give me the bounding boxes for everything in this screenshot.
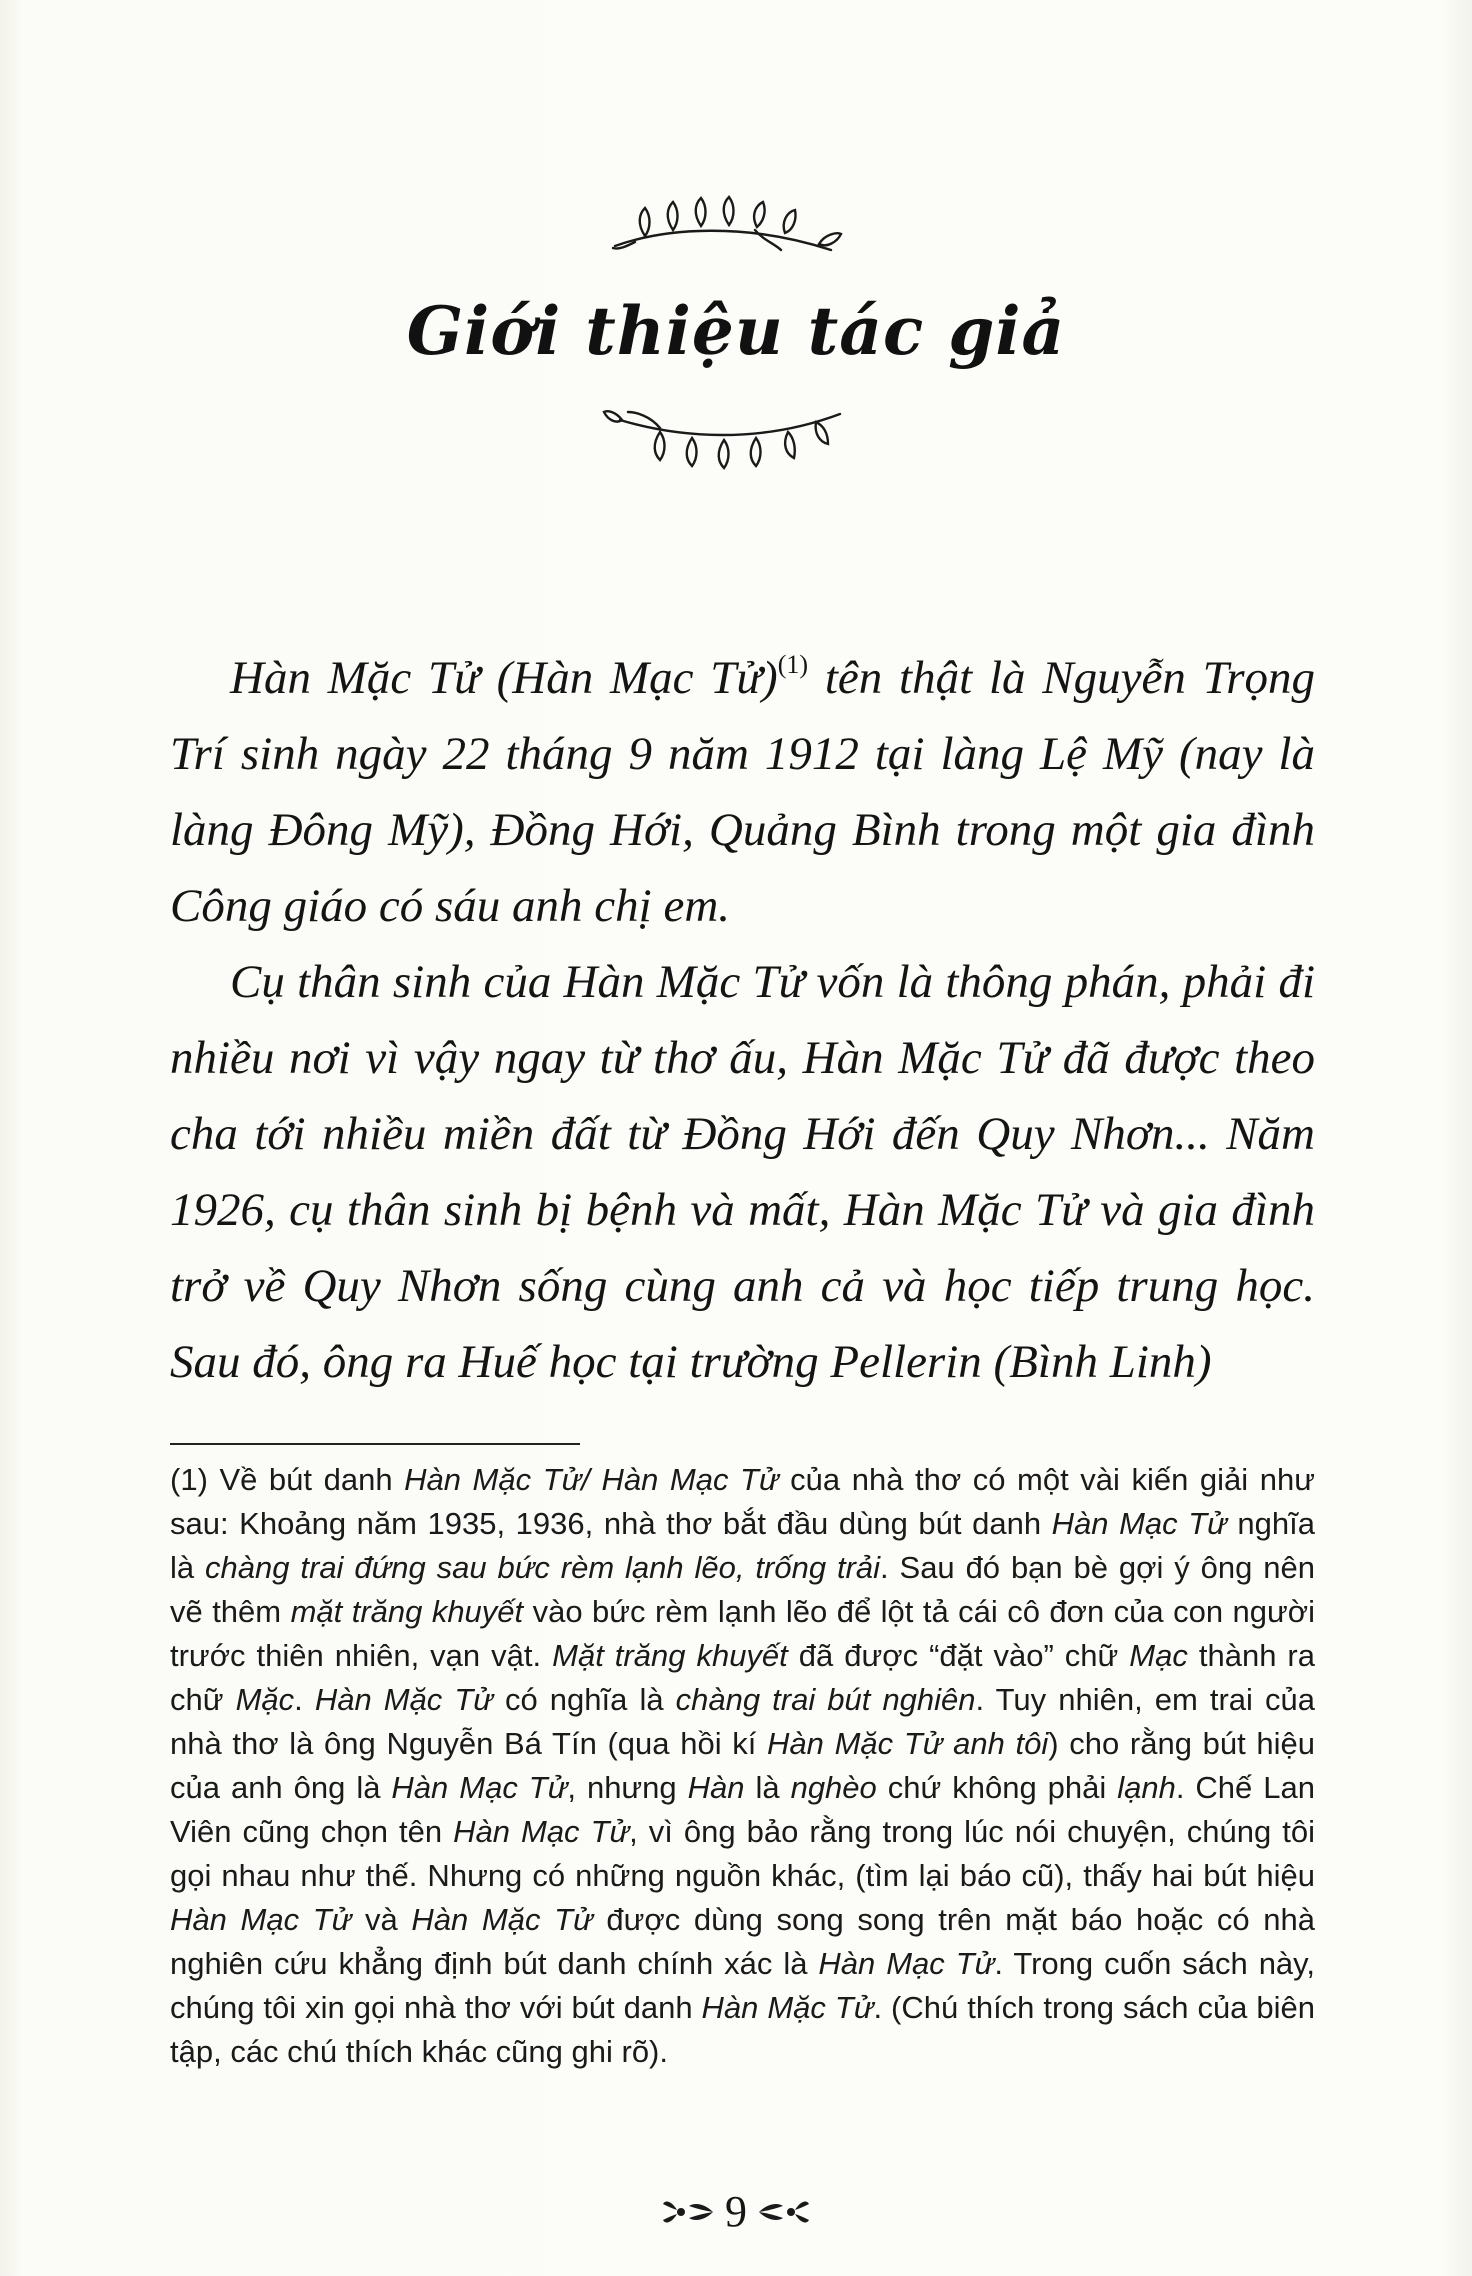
footnote-text-segment: Hàn Mạc Tử (1051, 1506, 1227, 1541)
paragraph-1-text-cont: tên thật là Nguyễn Trọng Trí sinh ngày 22 tháng 9 năm 1912 tại làng Lệ Mỹ (nay là làng Đông Mỹ), Đồng Hới, Quảng Bình trong một gia đình Công giáo có sáu anh chị em. (170, 652, 1316, 932)
footnote-text-segment: chàng trai bút nghiên (675, 1682, 976, 1717)
footnote-text-segment: và (351, 1902, 412, 1937)
paragraph-1-text: Hàn Mặc Tử (Hàn Mạc Tử) (230, 652, 778, 704)
laurel-branch-icon (600, 398, 850, 478)
footnote-text-segment: . Tuy nhiên, em trai của nhà thơ là ông Nguyễn Bá Tín (qua hồi kí (170, 1682, 1315, 1761)
footnote-text-segment: thành ra chữ (170, 1638, 1315, 1717)
footnote-text-segment: Hàn (687, 1770, 745, 1805)
footnote-text-segment: Hàn Mạc Tử (818, 1946, 995, 1981)
footnote-text-segment: chàng trai đứng sau bức rèm lạnh lẽo, trống trải (205, 1550, 881, 1585)
footnote-text-segment: được dùng song song trên mặt báo hoặc có nhà nghiên cứu khẳng định bút danh chính xác là (170, 1902, 1315, 1981)
footnote-text-segment: nghĩa là (170, 1506, 1315, 1585)
footnote-text-segment: nghèo (790, 1770, 877, 1805)
footnote-text-segment: là (744, 1770, 791, 1805)
footnote-text-segment: Mặt trăng khuyết (552, 1638, 788, 1673)
footnote-text-segment: của nhà thơ có một vài kiến giải như sau: Khoảng năm 1935, 1936, nhà thơ bắt đầu dùng bút danh (170, 1462, 1315, 1541)
footnote-text-segment: đã được “đặt vào” chữ (787, 1638, 1130, 1673)
footnote-text-segment: Hàn Mạc Tử (170, 1902, 352, 1937)
footnote-text-segment: Hàn Mặc Tử anh tôi (767, 1726, 1049, 1761)
footnote-text-segment: Mạc (1129, 1638, 1188, 1673)
footnote-text-segment: lạnh (1117, 1770, 1176, 1805)
footnote-text-segment: . Sau đó bạn bè gợi ý ông nên vẽ thêm (170, 1550, 1315, 1629)
footnote-text-segment: Hàn Mặc Tử (411, 1902, 593, 1937)
page-number (0, 2187, 1472, 2236)
footnote-text-segment: . Trong cuốn sách này, chúng tôi xin gọi nhà thơ với bút danh (170, 1946, 1315, 2025)
footnote-text-segment: . Chế Lan Viên cũng chọn tên (170, 1770, 1315, 1849)
footnote-ref: (1) (777, 650, 809, 679)
page-title: Giới thiệu tác giả (406, 292, 1066, 370)
paragraph-2: Cụ thân sinh của Hàn Mặc Tử vốn là thông phán, phải đi nhiều nơi vì vậy ngay từ thơ ấu, Hàn Mặc Tử đã được theo cha tới nhiều miền đất từ Đồng Hới đến Quy Nhơn... Năm 1926, cụ thân sinh bị bệnh và mất, Hàn Mặc Tử và gia đình trở về Quy Nhơn sống cùng anh cả và học tiếp trung học. Sau đó, ông ra Huế học tại trường Pellerin (Bình Linh) (170, 956, 1315, 1388)
floral-flourish-icon (757, 2194, 811, 2230)
footnote-divider (170, 1443, 580, 1445)
footnote-text-segment: . (Chú thích trong sách của biên tập, các chú thích khác cũng ghi rõ). (170, 1990, 1315, 2069)
page-number-value: 9 (725, 2187, 747, 2236)
footnote-text-segment: chứ không phải (876, 1770, 1118, 1805)
laurel-branch-icon (605, 188, 845, 268)
footnote-text-segment: Hàn Mặc Tử (701, 1990, 874, 2025)
footnote-text-segment: , vì ông bảo rằng trong lúc nói chuyện, chúng tôi gọi nhau như thế. Nhưng có những nguồn khác, (tìm lại báo cũ), thấy hai bút hiệu (170, 1814, 1316, 1893)
footnote-text-segment: Hàn Mặc Tử/ Hàn Mạc Tử (404, 1462, 779, 1497)
main-text (170, 640, 1315, 1400)
footnote-text-segment: , nhưng (567, 1770, 688, 1805)
footnote-text-segment: Mặc (235, 1682, 295, 1717)
footnote-text-segment: Hàn Mặc Tử (314, 1682, 493, 1717)
floral-flourish-icon (661, 2194, 715, 2230)
paragraph-1 (170, 640, 1315, 944)
footnote-text-segment: vào bức rèm lạnh lẽo để lột tả cái cô đơn của con người trước thiên nhiên, vạn vật. (170, 1594, 1315, 1673)
footnote-text-segment: mặt trăng khuyết (290, 1594, 524, 1629)
footnote-text-segment: (1) Về bút danh (170, 1462, 405, 1497)
footnote-text-segment: Hàn Mạc Tử (391, 1770, 568, 1805)
footnote-text-segment: Hàn Mạc Tử (453, 1814, 630, 1849)
footnote-text-segment: . (294, 1682, 315, 1717)
footnote-text-segment: ) cho rằng bút hiệu của anh ông là (170, 1726, 1315, 1805)
footnote (170, 1458, 1315, 2074)
footnote-text-segment: có nghĩa là (492, 1682, 676, 1717)
